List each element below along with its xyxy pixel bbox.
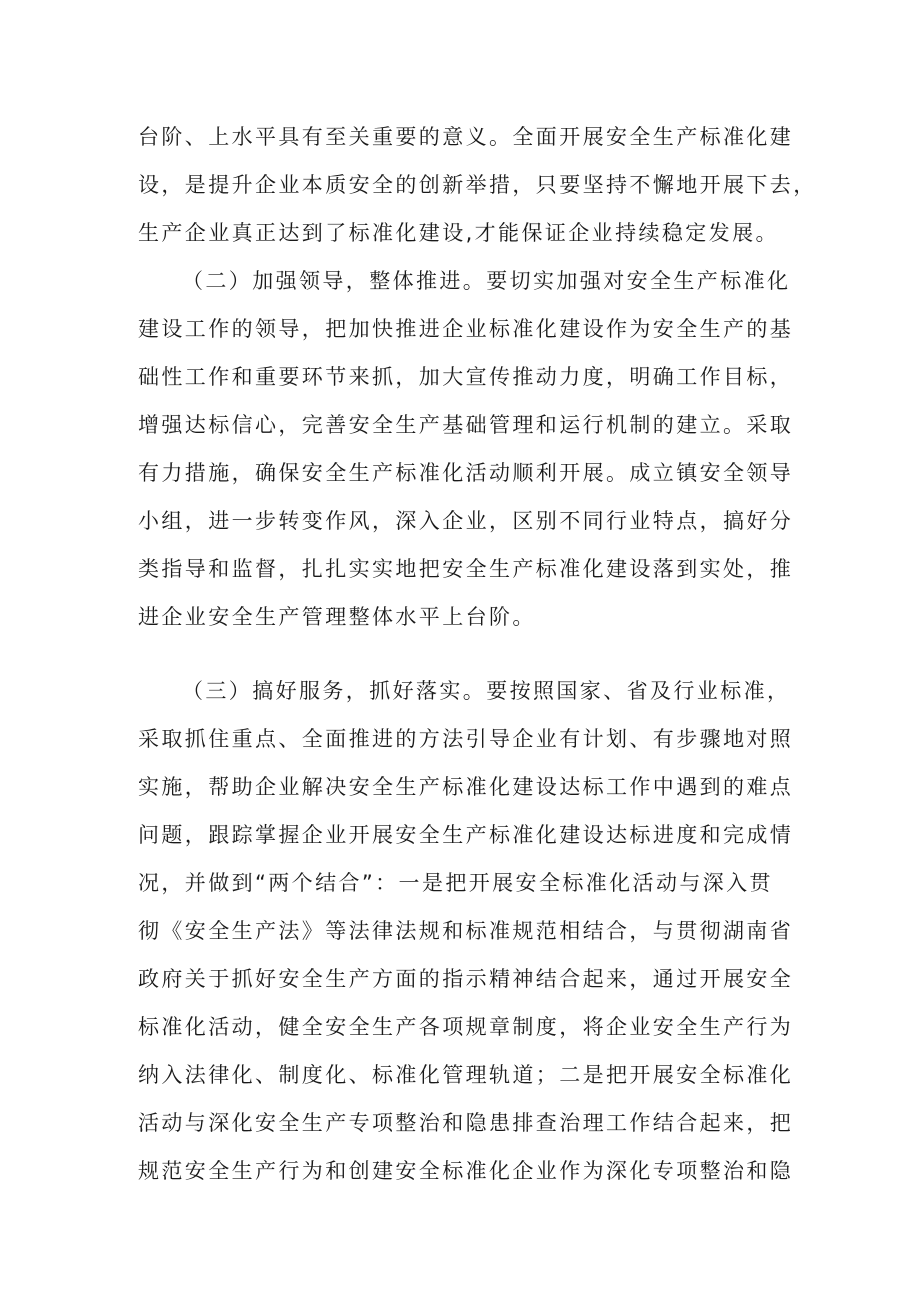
text-line: 活动与深化安全生产专项整治和隐患排查治理工作结合起来，把 [138, 1111, 794, 1135]
paragraph-spacer [138, 641, 798, 667]
text-line: 彻《安全生产法》等法律法规和标准规范相结合，与贯彻湖南省 [138, 919, 794, 943]
text-line: 有力措施，确保安全生产标准化活动顺利开展。成立镇安全领导 [138, 461, 794, 485]
text-line: （二）加强领导，整体推进。要切实加强对安全生产标准化 [182, 269, 791, 293]
paragraph-significance [138, 113, 817, 257]
text-line: 台阶、上水平具有至关重要的意义。全面开展安全生产标准化建 [138, 125, 794, 149]
text-line: （三）搞好服务，抓好落实。要按照国家、省及行业标准， [182, 679, 791, 703]
text-line: 增强达标信心，完善安全生产基础管理和运行机制的建立。采取 [138, 413, 794, 437]
text-line: 标准化活动，健全安全生产各项规章制度，将企业安全生产行为 [138, 1015, 794, 1039]
text-line: 类指导和监督，扎扎实实地把安全生产标准化建设落到实处，推 [138, 557, 794, 581]
text-line: 况，并做到“两个结合”：一是把开展安全标准化活动与深入贯 [138, 871, 773, 895]
paragraph-leadership [138, 257, 798, 641]
text-line: 生产企业真正达到了标准化建设,才能保证企业持续稳定发展。 [138, 221, 779, 245]
text-line: 建设工作的领导，把加快推进企业标准化建设作为安全生产的基 [138, 317, 794, 341]
text-line: 纳入法律化、制度化、标准化管理轨道；二是把开展安全标准化 [138, 1063, 794, 1087]
text-line: 问题，跟踪掌握企业开展安全生产标准化建设达标进度和完成情 [138, 823, 794, 847]
text-line: 实施，帮助企业解决安全生产标准化建设达标工作中遇到的难点 [138, 775, 794, 799]
text-line: 设，是提升企业本质安全的创新举措，只要坚持不懈地开展下去， [138, 173, 817, 197]
text-line: 小组，进一步转变作风，深入企业，区别不同行业特点，搞好分 [138, 509, 794, 533]
text-line: 进企业安全生产管理整体水平上台阶。 [138, 605, 536, 629]
text-line: 规范安全生产行为和创建安全标准化企业作为深化专项整治和隐 [138, 1159, 794, 1183]
text-line: 础性工作和重要环节来抓，加大宣传推动力度，明确工作目标， [138, 365, 794, 389]
text-line: 采取抓住重点、全面推进的方法引导企业有计划、有步骤地对照 [138, 727, 794, 751]
text-line: 政府关于抓好安全生产方面的指示精神结合起来，通过开展安全 [138, 967, 794, 991]
paragraph-service [138, 667, 798, 1195]
document-body [138, 113, 817, 1195]
